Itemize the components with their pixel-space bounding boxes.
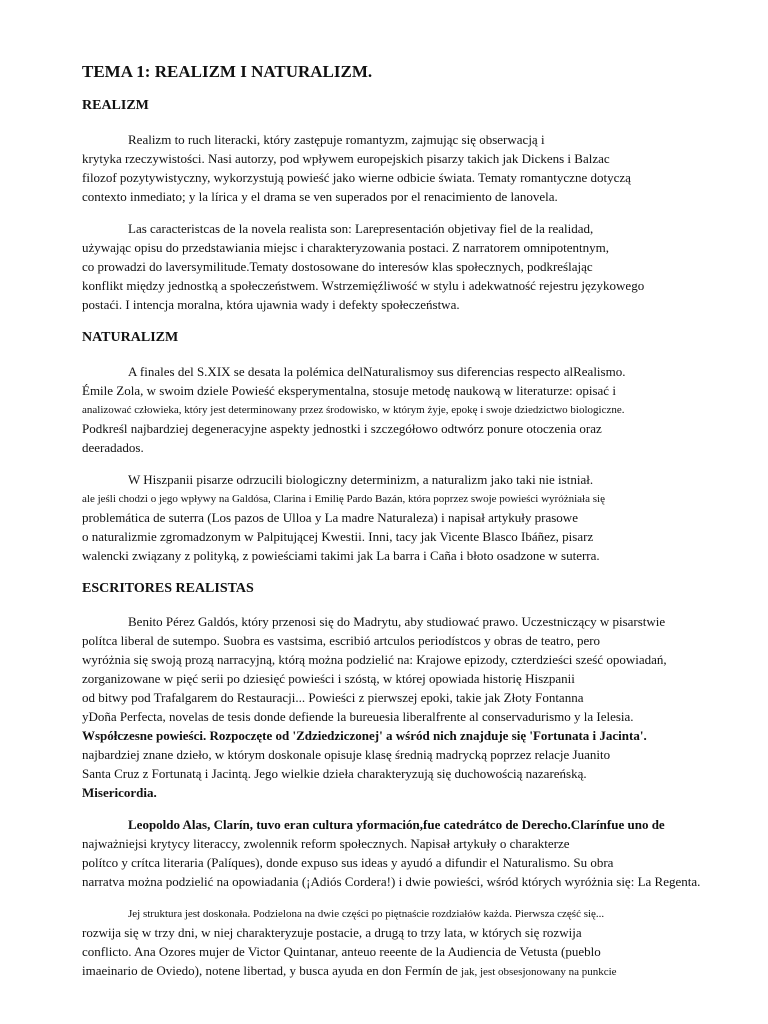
paragraph-line: Émile Zola, w swoim dziele Powieść eksperymentalna, stosuje metodę naukową w literaturze: opisać i <box>82 383 616 398</box>
paragraph-line: co prowadzi do laversymilitude.Tematy dostosowane do interesów klas społecznych, podkreślając <box>82 259 593 274</box>
paragraph-line: Las caracteristcas de la novela realista son: Larepresentación objetivay fiel de la realidad, <box>128 221 594 236</box>
section-heading-escritores: ESCRITORES REALISTAS <box>82 581 254 596</box>
paragraph-line: filozof pozytywistyczny, wykorzystują powieść jako wierne odbicie świata. Tematy romantyczne dotyczą <box>82 170 631 185</box>
paragraph-line: Współczesne powieści. Rozpoczęte od 'Zdziedziczonej' a wśród nich znajduje się 'Fortunata i Jacinta'. <box>82 728 647 743</box>
paragraph-line: krytyka rzeczywistości. Nasi autorzy, pod wpływem europejskich pisarzy takich jak Dickens i Balzac <box>82 151 610 166</box>
paragraph-line: najbardziej znane dzieło, w którym doskonale opisuje klasę średnią madrycką poprzez relacje Juanito <box>82 747 611 762</box>
paragraph-text-small: jak, jest obsesjonowany na punkcie <box>461 966 617 978</box>
paragraph-line: yDoña Perfecta, novelas de tesis donde defiende la bureuesia liberalfrente al conservadurismo y la Ielesia. <box>82 709 634 724</box>
paragraph-line: polítca liberal de sutempo. Suobra es vastsima, escribió artculos periodístcos y obras de teatro, pero <box>82 633 601 648</box>
paragraph-line: postaći. I intencja moralna, która ujawnia wady i defekty społeczeństwa. <box>82 297 460 312</box>
paragraph-line: najważniejsi krytycy literaccy, zwolennik reform społecznych. Napisał artykuły o charakterze <box>82 836 570 851</box>
paragraph-line: Jej struktura jest doskonała. Podzielona na dwie części po piętnaście rozdziałów każda. Pierwsza część się... <box>128 908 605 920</box>
paragraph-line: używając opisu do przedstawiania miejsc i charakteryzowania postaci. Z narratorem omnipotentnym, <box>82 240 610 255</box>
section-heading-naturalizm: NATURALIZM <box>82 330 179 345</box>
paragraph-line: contexto inmediato; y la lírica y el drama se ven superados por el renacimiento de lanovela. <box>82 189 558 204</box>
paragraph-line: ale jeśli chodzi o jego wpływy na Galdósa, Clarina i Emilię Pardo Bazán, która poprzez swoje powieści wyróżniała się <box>82 493 605 505</box>
paragraph-line: konflikt między jednostką a społeczeństwem. Wstrzemięźliwość w stylu i adekwatność rejestru językowego <box>82 278 645 293</box>
paragraph-line: walencki związany z polityką, z powieściami takimi jak La barra i Caña i błoto osadzone w suterra. <box>82 548 600 563</box>
section-heading-realizm: REALIZM <box>82 98 149 113</box>
paragraph-line: deeradados. <box>82 440 144 455</box>
paragraph-line: Podkreśl najbardziej degeneracyjne aspekty jednostki i szczegółowo odtwórz ponure otoczenia oraz <box>82 421 602 436</box>
paragraph-line: problemática de suterra (Los pazos de Ulloa y La madre Naturaleza) i napisał artykuły prasowe <box>82 510 578 525</box>
paragraph-line: zorganizowane w pięć serii po dziesięć powieści i szóstą, w której opowiada historię Hiszpanii <box>82 671 575 686</box>
paragraph-line: Benito Pérez Galdós, który przenosi się do Madrytu, aby studiować prawo. Uczestniczący w pisarstwie <box>128 614 666 629</box>
paragraph-line: od bitwy pod Trafalgarem do Restauracji... Powieści z pierwszej epoki, takie jak Złoty Fontanna <box>82 690 584 705</box>
paragraph-line: analizować człowieka, który jest determinowany przez środowisko, w którym żyje, epokę i swoje dziedzictwo biologiczne. <box>82 404 625 416</box>
paragraph-text: imaeinario de Oviedo), notene libertad, y busca ayuda en don Fermín de <box>82 963 458 978</box>
paragraph-line: o naturalizmie zgromadzonym w Palpitującej Kwestii. Inni, tacy jak Vicente Blasco Ibáñez, pisarz <box>82 529 594 544</box>
paragraph-line: W Hiszpanii pisarze odrzucili biologiczny determinizm, a naturalizm jako taki nie istniał. <box>128 472 594 487</box>
paragraph-line: Misericordia. <box>82 785 157 800</box>
paragraph-line: narratva można podzielić na opowiadania (¡Adiós Cordera!) i dwie powieści, wśród których wyróżnia się: La Regenta. <box>82 874 701 889</box>
paragraph-line: wyróżnia się swoją prozą narracyjną, którą można podzielić na: Krajowe epizody, czterdzieści sześć opowiadań, <box>82 652 667 667</box>
paragraph-line <box>82 962 617 981</box>
paragraph-line: Santa Cruz z Fortunatą i Jacintą. Jego wielkie dzieła charakteryzują się duchowością nazareńską. <box>82 766 587 781</box>
paragraph-line: conflicto. Ana Ozores mujer de Victor Quintanar, anteuo reeente de la Audiencia de Vetusta (pueblo <box>82 944 601 959</box>
paragraph-line: rozwija się w trzy dni, w niej charakteryzuje postacie, a drugą to trzy lata, w których się rozwija <box>82 925 582 940</box>
paragraph-line: polítco y crítca literaria (Palíques), donde expuso sus ideas y ayudó a difundir el Naturalismo. Su obra <box>82 855 614 870</box>
paragraph-line: Leopoldo Alas, Clarín, tuvo eran cultura yformación,fue catedrátco de Derecho.Clarínfue uno de <box>128 817 665 832</box>
paragraph-line: Realizm to ruch literacki, który zastępuje romantyzm, zajmując się obserwacją i <box>128 132 545 147</box>
paragraph-line: A finales del S.XIX se desata la polémica delNaturalismoy sus diferencias respecto alRealismo. <box>128 364 626 379</box>
document-title: TEMA 1: REALIZM I NATURALIZM. <box>82 62 373 81</box>
